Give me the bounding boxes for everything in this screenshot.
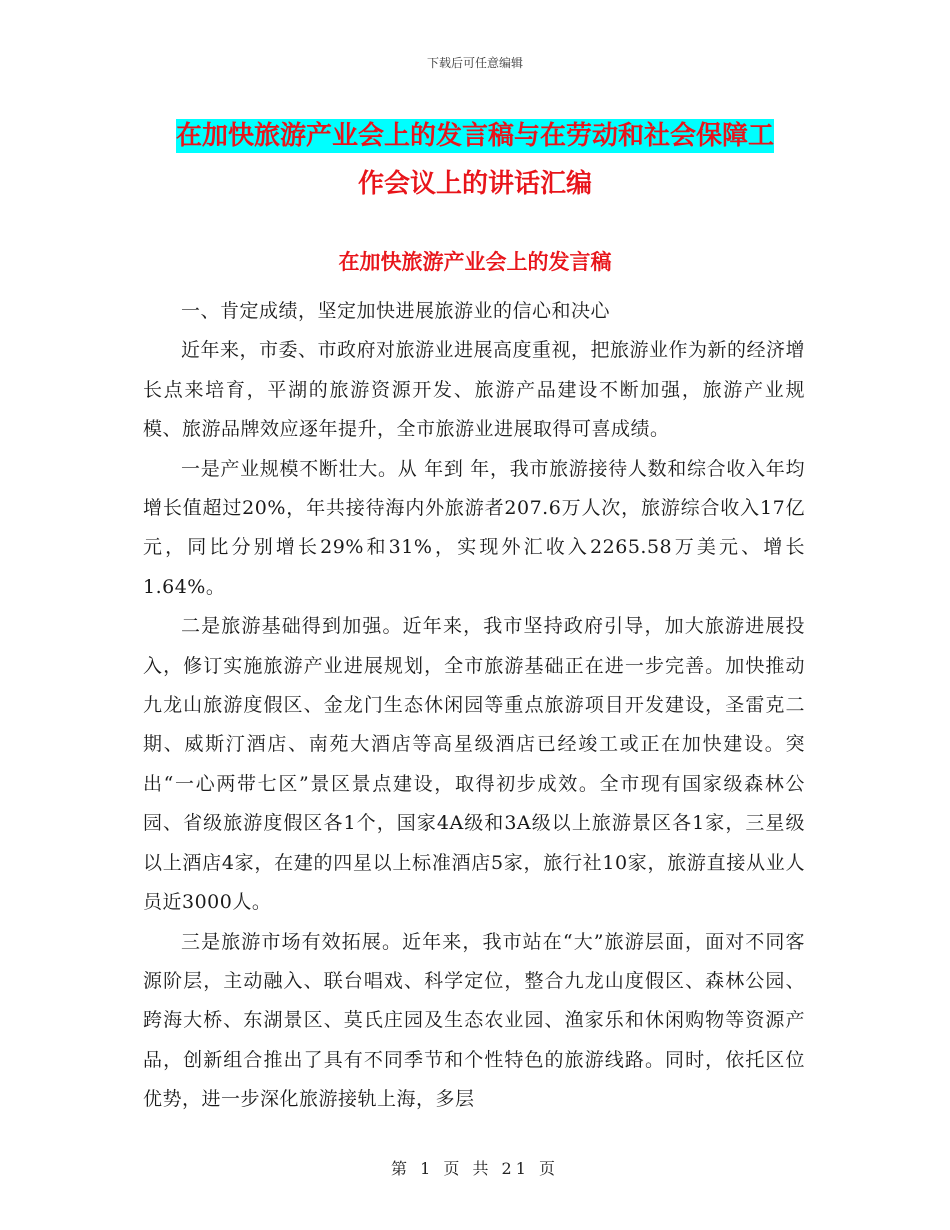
paragraph: 一是产业规模不断壮大。从 年到 年，我市旅游接待人数和综合收入年均增长值超过20%，年共接待海内外旅游者207.6万人次，旅游综合收入17亿元，同比分别增长29%和31%，实现外汇收入2265.58万美元、增长1.64%。 xyxy=(143,457,805,598)
document-title-line-1: 在加快旅游产业会上的发言稿与在劳动和社会保障工 xyxy=(175,121,774,151)
paragraph: 二是旅游基础得到加强。近年来，我市坚持政府引导，加大旅游进展投入，修订实施旅游产业进展规划，全市旅游基础正在进一步完善。加快推动九龙山旅游度假区、金龙门生态休闲园等重点旅游项目开发建设，圣雷克二期、威斯汀酒店、南苑大酒店等高星级酒店已经竣工或正在加快建设。突出“一心两带七区”景区景点建设，取得初步成效。全市现有国家级森林公园、省级旅游度假区各1个，国家4A级和3A级以上旅游景区各1家，三星级以上酒店4家，在建的四星以上标准酒店5家，旅行社10家，旅游直接从业人员近3000人。 xyxy=(143,615,805,914)
page-header-note: 下载后可任意编辑 xyxy=(426,56,523,70)
section-title: 在加快旅游产业会上的发言稿 xyxy=(338,250,612,274)
paragraph: 三是旅游市场有效拓展。近年来，我市站在“大”旅游层面，面对不同客源阶层，主动融入、联台唱戏、科学定位，整合九龙山度假区、森林公园、跨海大桥、东湖景区、莫氏庄园及生态农业园、渔家乐和休闲购物等资源产品，创新组合推出了具有不同季节和个性特色的旅游线路。同时，依托区位优势，进一步深化旅游接轨上海，多层 xyxy=(143,930,805,1111)
paragraph: 近年来，市委、市政府对旅游业进展高度重视，把旅游业作为新的经济增长点来培育，平湖的旅游资源开发、旅游产品建设不断加强，旅游产业规模、旅游品牌效应逐年提升，全市旅游业进展取得可喜成绩。 xyxy=(143,339,806,441)
paragraph-heading: 一、肯定成绩，坚定加快进展旅游业的信心和决心 xyxy=(181,300,611,322)
document-title xyxy=(140,112,810,208)
document-title-line-2: 作会议上的讲话汇编 xyxy=(357,169,592,199)
page-footer: 第 1 页 共 21 页 xyxy=(391,1159,559,1178)
body-text xyxy=(143,292,805,1120)
